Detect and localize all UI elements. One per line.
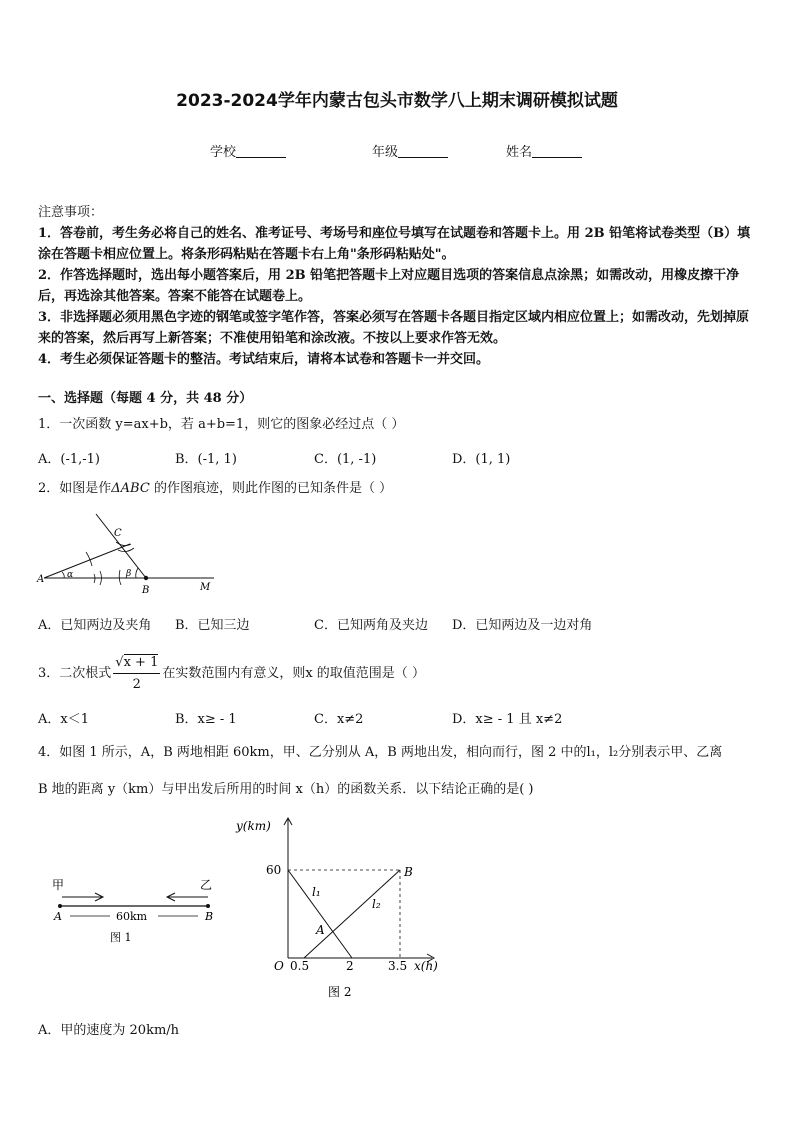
q3-option-c[interactable]: C．x≠2 [314, 712, 364, 727]
q3-stem-pre: 3．二次根式 [38, 666, 112, 681]
label-alpha: α [67, 570, 74, 580]
note-item: 1．答卷前，考生务必将自己的姓名、准考证号、考场号和座位号填写在试题卷和答题卡上。用 2B 铅笔将试卷类型（B）填涂在答题卡相应位置上。将条形码粘贴在答题卡右上角"条形码粘贴处"。 [38, 226, 751, 262]
q3-option-b[interactable]: B．x≥ - 1 [175, 712, 237, 727]
q1-option-d[interactable]: D．(1, 1) [452, 452, 511, 467]
label-l2: l₂ [372, 897, 381, 911]
label-beta: β [126, 569, 132, 579]
q2-option-d[interactable]: D．已知两边及一边对角 [452, 618, 593, 633]
arc-mark [118, 548, 134, 552]
label-distance: 60km [116, 910, 148, 923]
label-m: M [200, 582, 211, 593]
q2-option-b[interactable]: B．已知三边 [175, 618, 250, 633]
q3-option-a[interactable]: A．x＜1 [38, 712, 89, 727]
q4-stem-line2: B 地的距离 y（km）与甲出发后所用的时间 x（h）的函数关系．以下结论正确的是( ) [38, 782, 534, 797]
origin-label: O [274, 959, 284, 973]
point-b [144, 576, 148, 580]
x-tick-0-5: 0.5 [290, 959, 310, 973]
school-blank[interactable] [236, 145, 286, 158]
x-tick-2: 2 [346, 959, 354, 973]
q1-option-c[interactable]: C．(1, -1) [314, 452, 377, 467]
x-tick-3-5: 3.5 [388, 959, 408, 973]
name-field[interactable] [506, 141, 582, 160]
label-yi: 乙 [200, 878, 213, 892]
ray-ac [44, 544, 130, 578]
name-label: 姓名 [506, 145, 533, 160]
figure-1-caption: 图 1 [110, 931, 132, 944]
school-field[interactable] [210, 141, 286, 160]
label-jia: 甲 [52, 878, 65, 892]
q3-denominator: 2 [132, 677, 141, 692]
q1-stem: 1．一次函数 y=ax+b，若 a+b=1，则它的图象必经过点（ ） [38, 417, 405, 432]
q4-figure-2 [232, 810, 452, 1005]
note-item: 3．非选择题必须用黑色字迹的钢笔或签字笔作答，答案必须写在答题卡各题目指定区域内相应位置上；如需改动，先划掉原来的答案，然后再写上新答案；不准使用铅笔和涂改液。不按以上要求作答无效。 [38, 310, 750, 346]
label-b: B [142, 585, 150, 596]
q4-option-a[interactable]: A．甲的速度为 20km/h [38, 1023, 180, 1038]
line-l2 [304, 870, 400, 958]
label-a: A [54, 910, 62, 923]
line-l1 [288, 870, 352, 958]
school-label: 学校 [210, 145, 237, 160]
q2-option-c[interactable]: C．已知两角及夹边 [314, 618, 428, 633]
ray-bc [96, 514, 146, 578]
q2-triangle: ΔABC [111, 481, 150, 496]
q2-figure [34, 508, 224, 598]
point-a [58, 904, 62, 908]
notes-block [38, 202, 760, 370]
name-blank[interactable] [532, 145, 582, 158]
notes-heading: 注意事项： [38, 205, 104, 220]
q2-stem-pre: 2．如图是作 [38, 481, 112, 496]
section-heading: 一、选择题（每题 4 分，共 48 分） [38, 391, 253, 406]
q3-stem-post: 在实数范围内有意义，则x 的取值范围是（ ） [162, 666, 425, 681]
grade-blank[interactable] [398, 145, 448, 158]
q3-radicand: x + 1 [123, 655, 159, 670]
label-point-b: B [404, 865, 413, 879]
q3-fraction [113, 652, 160, 695]
x-axis-label: x(h) [414, 959, 438, 973]
label-c: C [114, 528, 122, 539]
y-axis-label: y(km) [236, 819, 271, 833]
note-item: 2．作答选择题时，选出每小题答案后，用 2B 铅笔把答题卡上对应题目选项的答案信息点涂黑；如需改动，用橡皮擦干净后，再选涂其他答案。答案不能答在试题卷上。 [38, 268, 740, 304]
page-title: 2023-2024学年内蒙古包头市数学八上期末调研模拟试题 [176, 91, 618, 111]
angle-arc [136, 568, 138, 578]
figure-2-caption: 图 2 [328, 985, 352, 999]
grade-field[interactable] [372, 141, 448, 160]
q2-option-a[interactable]: A．已知两边及夹角 [38, 618, 152, 633]
angle-arc [62, 572, 64, 578]
q3-stem [38, 652, 425, 695]
point-b [206, 904, 210, 908]
y-tick-60: 60 [266, 863, 282, 877]
note-item: 4．考生必须保证答题卡的整洁。考试结束后，请将本试卷和答题卡一并交回。 [38, 352, 490, 367]
label-a: A [37, 574, 45, 585]
label-l1: l₁ [312, 885, 321, 899]
q2-stem-post: 的作图痕迹，则此作图的已知条件是（ ） [149, 481, 393, 496]
q3-numerator: √x + 1 [113, 652, 160, 674]
grade-label: 年级 [372, 145, 399, 160]
q1-option-b[interactable]: B．(-1, 1) [175, 452, 237, 467]
q2-stem [38, 478, 392, 499]
q4-stem-line1: 4．如图 1 所示，A，B 两地相距 60km，甲、乙分别从 A，B 两地出发，相向而行，图 2 中的l₁，l₂分别表示甲、乙离 [38, 745, 723, 760]
q3-option-d[interactable]: D．x≥ - 1 且 x≠2 [452, 712, 563, 727]
label-point-a: A [316, 923, 325, 937]
q1-option-a[interactable]: A．(-1,-1) [38, 452, 100, 467]
label-b: B [205, 910, 214, 923]
q4-figure-1 [48, 870, 228, 955]
